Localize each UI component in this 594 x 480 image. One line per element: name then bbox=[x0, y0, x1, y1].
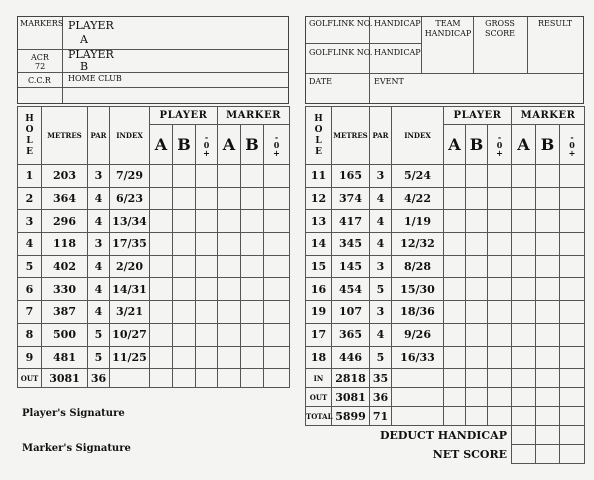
score-cell[interactable] bbox=[512, 301, 536, 324]
home-club-label: HOME CLUB bbox=[68, 74, 122, 83]
player-b-col-back: B bbox=[466, 125, 488, 165]
hole-metres: 500 bbox=[42, 323, 88, 346]
score-cell[interactable] bbox=[444, 323, 466, 346]
marker-b-col: B bbox=[241, 125, 264, 165]
score-cell[interactable] bbox=[196, 165, 218, 188]
total-row bbox=[306, 369, 585, 388]
score-cell[interactable] bbox=[560, 233, 585, 256]
hole-metres: 417 bbox=[332, 210, 370, 233]
score-cell[interactable] bbox=[536, 165, 560, 188]
hole-par: 3 bbox=[370, 255, 392, 278]
score-cell[interactable] bbox=[488, 187, 512, 210]
hole-number: 16 bbox=[306, 278, 332, 301]
hole-number: 7 bbox=[18, 301, 42, 324]
hole-metres: 165 bbox=[332, 165, 370, 188]
score-cell[interactable] bbox=[444, 346, 466, 369]
score-cell[interactable] bbox=[536, 210, 560, 233]
score-cell[interactable] bbox=[560, 301, 585, 324]
score-cell[interactable] bbox=[264, 233, 290, 256]
out-metres: 3081 bbox=[42, 369, 88, 388]
acr-label: ACR bbox=[31, 53, 49, 62]
score-cell[interactable] bbox=[560, 210, 585, 233]
ccr-label: C.C.R bbox=[28, 76, 51, 85]
score-cell[interactable] bbox=[264, 301, 290, 324]
handicap-1: HANDICAP bbox=[374, 19, 421, 28]
score-cell[interactable] bbox=[560, 388, 585, 407]
total-par: 71 bbox=[370, 407, 392, 426]
player-b-col: B bbox=[173, 125, 196, 165]
hole-index: 17/35 bbox=[110, 233, 150, 256]
player-plusminus-col: - 0 + bbox=[196, 125, 218, 165]
total-par: 36 bbox=[370, 388, 392, 407]
score-cell[interactable] bbox=[218, 255, 241, 278]
hole-number: 12 bbox=[306, 187, 332, 210]
score-cell[interactable] bbox=[466, 369, 488, 388]
score-cell[interactable] bbox=[173, 301, 196, 324]
score-cell[interactable] bbox=[488, 407, 512, 426]
hole-row bbox=[306, 187, 585, 210]
hole-index: 13/34 bbox=[110, 210, 150, 233]
hole-number: 4 bbox=[18, 233, 42, 256]
hole-par: 5 bbox=[88, 346, 110, 369]
score-cell[interactable] bbox=[536, 346, 560, 369]
score-cell[interactable] bbox=[512, 346, 536, 369]
score-cell[interactable] bbox=[150, 255, 173, 278]
total-label: IN bbox=[306, 369, 332, 388]
score-cell[interactable] bbox=[150, 187, 173, 210]
score-cell[interactable] bbox=[264, 165, 290, 188]
hole-par: 4 bbox=[88, 255, 110, 278]
hole-metres: 374 bbox=[332, 187, 370, 210]
hole-number: 6 bbox=[18, 278, 42, 301]
hole-metres: 387 bbox=[42, 301, 88, 324]
hole-metres: 454 bbox=[332, 278, 370, 301]
score-cell[interactable] bbox=[536, 278, 560, 301]
hole-row bbox=[306, 165, 585, 188]
right-info-box bbox=[305, 16, 584, 104]
hole-number: 5 bbox=[18, 255, 42, 278]
hole-index: 2/20 bbox=[110, 255, 150, 278]
score-cell[interactable] bbox=[241, 301, 264, 324]
score-cell[interactable] bbox=[512, 165, 536, 188]
player-header: PLAYER bbox=[150, 107, 218, 125]
score-cell[interactable] bbox=[536, 388, 560, 407]
hole-number: 13 bbox=[306, 210, 332, 233]
metres-header: METRES bbox=[42, 107, 88, 165]
score-cell[interactable] bbox=[264, 346, 290, 369]
score-cell[interactable] bbox=[150, 278, 173, 301]
hole-index: 4/22 bbox=[392, 187, 444, 210]
marker-plusminus-col: - 0 + bbox=[264, 125, 290, 165]
score-cell[interactable] bbox=[512, 407, 536, 426]
hole-par: 4 bbox=[370, 210, 392, 233]
score-cell[interactable] bbox=[466, 407, 488, 426]
score-cell[interactable] bbox=[150, 323, 173, 346]
hole-index: 7/29 bbox=[110, 165, 150, 188]
hole-par: 3 bbox=[370, 165, 392, 188]
score-cell[interactable] bbox=[560, 323, 585, 346]
score-cell[interactable] bbox=[512, 255, 536, 278]
score-cell[interactable] bbox=[444, 165, 466, 188]
hole-number: 18 bbox=[306, 346, 332, 369]
front-nine-table bbox=[17, 106, 290, 388]
deduct-handicap-row bbox=[306, 426, 585, 445]
score-cell[interactable] bbox=[488, 233, 512, 256]
hole-index: 10/27 bbox=[110, 323, 150, 346]
hole-metres: 365 bbox=[332, 323, 370, 346]
score-cell[interactable] bbox=[512, 369, 536, 388]
hole-index: 11/25 bbox=[110, 346, 150, 369]
left-info-box bbox=[17, 16, 289, 104]
total-metres: 5899 bbox=[332, 407, 370, 426]
hole-row bbox=[306, 233, 585, 256]
score-cell[interactable] bbox=[196, 323, 218, 346]
hole-row bbox=[18, 278, 290, 301]
hole-metres: 145 bbox=[332, 255, 370, 278]
hole-number: 14 bbox=[306, 233, 332, 256]
hole-metres: 481 bbox=[42, 346, 88, 369]
hole-number: 2 bbox=[18, 187, 42, 210]
score-cell[interactable] bbox=[173, 323, 196, 346]
score-cell[interactable] bbox=[488, 255, 512, 278]
score-cell[interactable] bbox=[218, 233, 241, 256]
markers-signature-label: Marker's Signature bbox=[22, 443, 131, 454]
hole-number: 19 bbox=[306, 301, 332, 324]
hole-metres: 364 bbox=[42, 187, 88, 210]
hole-number: 1 bbox=[18, 165, 42, 188]
hole-index: 3/21 bbox=[110, 301, 150, 324]
hole-row bbox=[306, 255, 585, 278]
score-cell[interactable] bbox=[150, 165, 173, 188]
score-cell[interactable] bbox=[150, 346, 173, 369]
players-signature-label: Player's Signature bbox=[22, 408, 125, 419]
hole-row bbox=[306, 210, 585, 233]
score-cell[interactable] bbox=[241, 255, 264, 278]
back-nine-table bbox=[305, 106, 585, 464]
player-a-col-back: A bbox=[444, 125, 466, 165]
hole-metres: 107 bbox=[332, 301, 370, 324]
score-cell[interactable] bbox=[196, 187, 218, 210]
marker-header-back: MARKER bbox=[512, 107, 585, 125]
score-cell[interactable] bbox=[488, 346, 512, 369]
score-cell[interactable] bbox=[444, 278, 466, 301]
player-plusminus-col-back: - 0 + bbox=[488, 125, 512, 165]
hole-par: 3 bbox=[88, 165, 110, 188]
score-cell[interactable] bbox=[536, 369, 560, 388]
score-cell[interactable] bbox=[264, 255, 290, 278]
score-cell[interactable] bbox=[264, 187, 290, 210]
hole-index: 14/31 bbox=[110, 278, 150, 301]
score-cell[interactable] bbox=[444, 187, 466, 210]
marker-a-col-back: A bbox=[512, 125, 536, 165]
score-cell[interactable] bbox=[512, 187, 536, 210]
net-score-label: NET SCORE bbox=[306, 445, 512, 464]
score-cell[interactable] bbox=[173, 187, 196, 210]
front-out-row bbox=[18, 369, 290, 388]
score-cell[interactable] bbox=[196, 278, 218, 301]
score-cell[interactable] bbox=[536, 255, 560, 278]
score-cell[interactable] bbox=[466, 165, 488, 188]
hole-header-back: H O L E bbox=[306, 107, 332, 165]
index-header: INDEX bbox=[110, 107, 150, 165]
score-cell[interactable] bbox=[218, 278, 241, 301]
score-cell[interactable] bbox=[536, 233, 560, 256]
score-cell[interactable] bbox=[241, 346, 264, 369]
total-label: TOTAL bbox=[306, 407, 332, 426]
hole-par: 5 bbox=[370, 346, 392, 369]
hole-metres: 446 bbox=[332, 346, 370, 369]
team-handicap: TEAM HANDICAP bbox=[424, 19, 472, 38]
score-cell[interactable] bbox=[512, 233, 536, 256]
score-cell[interactable] bbox=[560, 369, 585, 388]
score-cell[interactable] bbox=[241, 210, 264, 233]
result-label: RESULT bbox=[538, 19, 573, 28]
hole-par: 4 bbox=[370, 187, 392, 210]
score-cell[interactable] bbox=[512, 323, 536, 346]
score-cell[interactable] bbox=[488, 388, 512, 407]
handicap-2: HANDICAP bbox=[374, 48, 421, 57]
hole-number: 8 bbox=[18, 323, 42, 346]
total-par: 35 bbox=[370, 369, 392, 388]
hole-par: 3 bbox=[370, 301, 392, 324]
score-cell[interactable] bbox=[466, 255, 488, 278]
score-cell[interactable] bbox=[560, 407, 585, 426]
hole-metres: 345 bbox=[332, 233, 370, 256]
marker-header: MARKER bbox=[218, 107, 290, 125]
player-header-back: PLAYER bbox=[444, 107, 512, 125]
hole-par: 4 bbox=[88, 210, 110, 233]
score-cell[interactable] bbox=[488, 210, 512, 233]
golflink-no-1: GOLFLINK NO. bbox=[309, 19, 373, 28]
score-cell[interactable] bbox=[444, 210, 466, 233]
score-cell[interactable] bbox=[218, 210, 241, 233]
player-a-col: A bbox=[150, 125, 173, 165]
hole-metres: 330 bbox=[42, 278, 88, 301]
score-cell[interactable] bbox=[444, 388, 466, 407]
par-header-back: PAR bbox=[370, 107, 392, 165]
score-cell[interactable] bbox=[560, 346, 585, 369]
score-cell[interactable] bbox=[466, 278, 488, 301]
total-row bbox=[306, 388, 585, 407]
date-label: DATE bbox=[309, 77, 332, 86]
total-row bbox=[306, 407, 585, 426]
score-cell[interactable] bbox=[173, 210, 196, 233]
hole-index: 9/26 bbox=[392, 323, 444, 346]
hole-number: 11 bbox=[306, 165, 332, 188]
deduct-handicap-label: DEDUCT HANDICAP bbox=[306, 426, 512, 445]
score-cell[interactable] bbox=[560, 278, 585, 301]
score-cell[interactable] bbox=[466, 388, 488, 407]
score-cell[interactable] bbox=[466, 210, 488, 233]
hole-par: 4 bbox=[370, 233, 392, 256]
score-cell[interactable] bbox=[536, 323, 560, 346]
metres-header-back: METRES bbox=[332, 107, 370, 165]
score-cell[interactable] bbox=[173, 278, 196, 301]
hole-metres: 296 bbox=[42, 210, 88, 233]
score-cell[interactable] bbox=[560, 187, 585, 210]
score-cell[interactable] bbox=[196, 255, 218, 278]
hole-metres: 402 bbox=[42, 255, 88, 278]
score-cell[interactable] bbox=[444, 301, 466, 324]
marker-a-col: A bbox=[218, 125, 241, 165]
hole-row bbox=[18, 346, 290, 369]
marker-b-col-back: B bbox=[536, 125, 560, 165]
score-cell[interactable] bbox=[173, 346, 196, 369]
hole-row bbox=[18, 255, 290, 278]
player-a-value: A bbox=[80, 33, 88, 46]
net-score-row bbox=[306, 445, 585, 464]
score-cell[interactable] bbox=[466, 233, 488, 256]
score-cell[interactable] bbox=[196, 233, 218, 256]
score-cell[interactable] bbox=[444, 369, 466, 388]
score-cell[interactable] bbox=[241, 165, 264, 188]
hole-par: 5 bbox=[88, 323, 110, 346]
golflink-no-2: GOLFLINK NO. bbox=[309, 48, 373, 57]
hole-row bbox=[18, 165, 290, 188]
player-b-label: PLAYER bbox=[68, 48, 114, 61]
hole-number: 17 bbox=[306, 323, 332, 346]
score-cell[interactable] bbox=[444, 255, 466, 278]
score-cell[interactable] bbox=[536, 187, 560, 210]
score-cell[interactable] bbox=[196, 346, 218, 369]
hole-number: 3 bbox=[18, 210, 42, 233]
markers-label: MARKERS bbox=[20, 19, 64, 28]
score-cell[interactable] bbox=[264, 323, 290, 346]
total-metres: 2818 bbox=[332, 369, 370, 388]
hole-row bbox=[306, 346, 585, 369]
score-cell[interactable] bbox=[218, 165, 241, 188]
score-cell[interactable] bbox=[466, 346, 488, 369]
score-cell[interactable] bbox=[466, 187, 488, 210]
hole-index: 15/30 bbox=[392, 278, 444, 301]
score-cell[interactable] bbox=[196, 210, 218, 233]
hole-par: 4 bbox=[370, 323, 392, 346]
total-label: OUT bbox=[306, 388, 332, 407]
hole-index: 18/36 bbox=[392, 301, 444, 324]
hole-par: 3 bbox=[88, 233, 110, 256]
score-cell[interactable] bbox=[173, 165, 196, 188]
hole-metres: 118 bbox=[42, 233, 88, 256]
score-cell[interactable] bbox=[444, 407, 466, 426]
hole-row bbox=[306, 278, 585, 301]
score-cell[interactable] bbox=[488, 323, 512, 346]
hole-row bbox=[306, 301, 585, 324]
hole-index: 8/28 bbox=[392, 255, 444, 278]
score-cell[interactable] bbox=[560, 255, 585, 278]
hole-row bbox=[18, 210, 290, 233]
score-cell[interactable] bbox=[466, 323, 488, 346]
score-cell[interactable] bbox=[488, 165, 512, 188]
score-cell[interactable] bbox=[241, 278, 264, 301]
score-cell[interactable] bbox=[218, 323, 241, 346]
total-metres: 3081 bbox=[332, 388, 370, 407]
hole-row bbox=[18, 233, 290, 256]
score-cell[interactable] bbox=[536, 407, 560, 426]
score-cell[interactable] bbox=[488, 369, 512, 388]
out-label: OUT bbox=[18, 369, 42, 388]
hole-index: 12/32 bbox=[392, 233, 444, 256]
hole-index: 6/23 bbox=[110, 187, 150, 210]
marker-plusminus-col-back: - 0 + bbox=[560, 125, 585, 165]
hole-header: H O L E bbox=[18, 107, 42, 165]
hole-par: 4 bbox=[88, 278, 110, 301]
par-header: PAR bbox=[88, 107, 110, 165]
score-cell[interactable] bbox=[150, 210, 173, 233]
hole-par: 5 bbox=[370, 278, 392, 301]
score-cell[interactable] bbox=[466, 301, 488, 324]
score-cell[interactable] bbox=[218, 187, 241, 210]
hole-row bbox=[18, 301, 290, 324]
hole-number: 15 bbox=[306, 255, 332, 278]
player-a-label: PLAYER bbox=[68, 19, 114, 32]
score-cell[interactable] bbox=[512, 210, 536, 233]
hole-row bbox=[18, 187, 290, 210]
score-cell[interactable] bbox=[218, 346, 241, 369]
hole-row bbox=[306, 323, 585, 346]
acr-value: 72 bbox=[35, 62, 46, 71]
score-cell[interactable] bbox=[560, 165, 585, 188]
gross-score: GROSS SCORE bbox=[484, 19, 516, 38]
hole-index: 16/33 bbox=[392, 346, 444, 369]
score-cell[interactable] bbox=[196, 301, 218, 324]
index-header-back: INDEX bbox=[392, 107, 444, 165]
score-cell[interactable] bbox=[536, 301, 560, 324]
score-cell[interactable] bbox=[512, 388, 536, 407]
score-cell[interactable] bbox=[488, 301, 512, 324]
score-cell[interactable] bbox=[173, 255, 196, 278]
score-cell[interactable] bbox=[173, 233, 196, 256]
score-cell[interactable] bbox=[150, 301, 173, 324]
hole-index: 5/24 bbox=[392, 165, 444, 188]
score-cell[interactable] bbox=[264, 210, 290, 233]
hole-metres: 203 bbox=[42, 165, 88, 188]
score-cell[interactable] bbox=[150, 233, 173, 256]
event-label: EVENT bbox=[374, 77, 404, 86]
hole-number: 9 bbox=[18, 346, 42, 369]
score-cell[interactable] bbox=[488, 278, 512, 301]
hole-row bbox=[18, 323, 290, 346]
score-cell[interactable] bbox=[241, 187, 264, 210]
score-cell[interactable] bbox=[218, 301, 241, 324]
hole-index: 1/19 bbox=[392, 210, 444, 233]
score-cell[interactable] bbox=[264, 278, 290, 301]
score-cell[interactable] bbox=[241, 323, 264, 346]
score-cell[interactable] bbox=[241, 233, 264, 256]
hole-par: 4 bbox=[88, 187, 110, 210]
hole-par: 4 bbox=[88, 301, 110, 324]
out-par: 36 bbox=[88, 369, 110, 388]
score-cell[interactable] bbox=[512, 278, 536, 301]
player-b-value: B bbox=[80, 60, 89, 73]
score-cell[interactable] bbox=[444, 233, 466, 256]
